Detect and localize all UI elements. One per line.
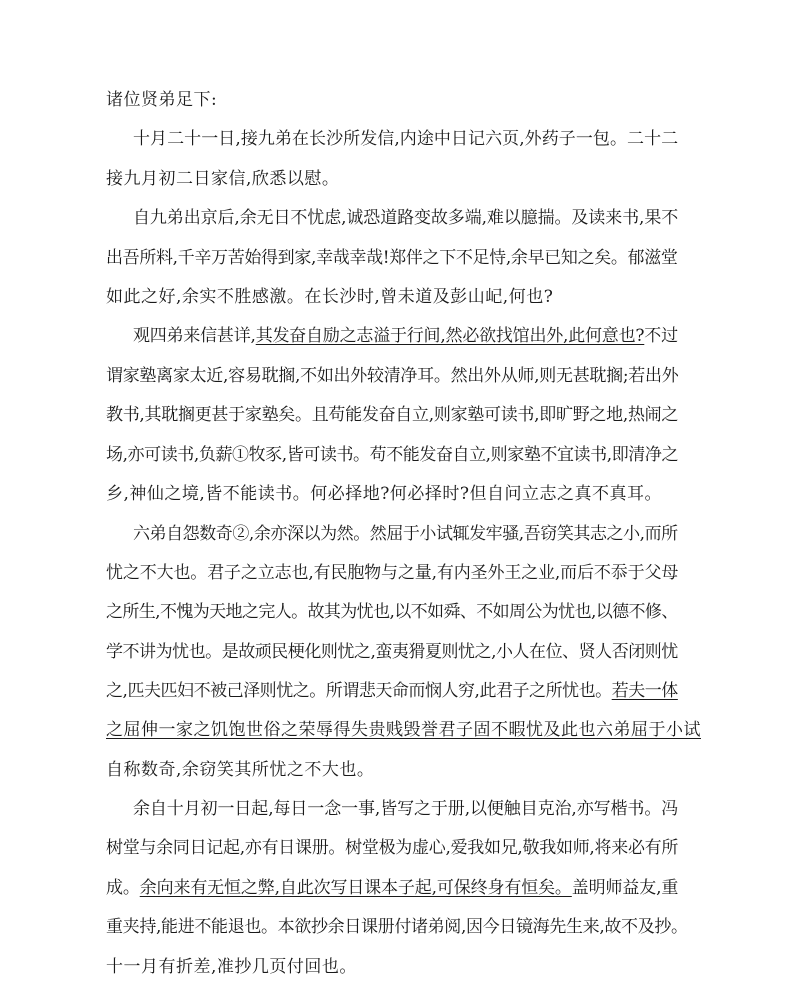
text-run: 学不讲为忧也。是故顽民梗化则忧之,蛮夷猾夏则忧之,小人在位、贤人否闭则忧: [106, 642, 678, 662]
text-line: [106, 878, 678, 898]
text-line: [106, 287, 553, 307]
text-line: [106, 445, 678, 465]
underlined-text: 余向来有无恒之弊,自此次写日课本子起,可保终身有恒矣。: [139, 878, 572, 898]
text-line: [106, 484, 662, 504]
text-line: [106, 681, 678, 701]
text-line: [133, 129, 678, 149]
text-run: 十一月有折差,准抄几页付回也。: [106, 957, 357, 977]
text-line: [106, 602, 678, 622]
text-line: [106, 563, 678, 583]
text-line: [106, 760, 374, 780]
text-run: 观四弟来信甚详,: [133, 326, 256, 346]
text-run: 之所生,不愧为天地之完人。故其为忧也,以不如舜、不如周公为忧也,以德不修、: [106, 602, 678, 622]
text-line: [133, 326, 678, 346]
salutation: 诸位贤弟足下:: [106, 90, 218, 110]
text-run: 不过: [644, 326, 678, 346]
text-run: 忧之不大也。君子之立志也,有民胞物与之量,有内圣外王之业,而后不忝于父母: [106, 563, 679, 583]
text-line: [133, 524, 678, 544]
text-line: [133, 208, 678, 228]
text-line: [106, 169, 339, 189]
text-run: 之,匹夫匹妇不被己泽则忧之。所谓悲天命而悯人穷,此君子之所忧也。: [106, 681, 612, 701]
text-line: [106, 248, 678, 268]
text-line: [106, 957, 357, 977]
text-line: [106, 917, 688, 937]
text-line: [106, 720, 701, 740]
text-run: 自九弟出京后,余无日不忧虑,诚恐道路变故多端,难以臆揣。及读来书,果不: [133, 208, 679, 228]
text-run: 重夹持,能进不能退也。本欲抄余日课册付诸弟阅,因今日镜海先生来,故不及抄。: [106, 917, 688, 937]
text-line: [106, 838, 678, 858]
text-run: 场,亦可读书,负薪①牧豕,皆可读书。苟不能发奋自立,则家塾不宜读书,即清净之: [106, 445, 679, 465]
underlined-text: 若夫一体: [611, 681, 678, 701]
text-run: 如此之好,余实不胜感激。在长沙时,曾未道及彭山屺,何也?: [106, 287, 554, 307]
text-line: [106, 405, 678, 425]
text-run: 谓家塾离家太近,容易耽搁,不如出外较清净耳。然出外从师,则无甚耽搁;若出外: [106, 366, 679, 386]
text-run: 六弟自怨数奇②,余亦深以为然。然屈于小试辄发牢骚,吾窃笑其志之小,而所: [133, 524, 678, 544]
text-run: 接九月初二日家信,欣悉以慰。: [106, 169, 340, 189]
text-line: [106, 642, 678, 662]
text-run: 出吾所料,千辛万苦始得到家,幸哉幸哉!郑伴之下不足恃,余早已知之矣。郁滋堂: [106, 248, 678, 268]
text-line: [133, 799, 678, 819]
text-run: 盖明师益友,重: [571, 878, 679, 898]
text-run: 余自十月初一日起,每日一念一事,皆写之于册,以便触目克治,亦写楷书。冯: [133, 799, 679, 819]
text-run: 教书,其耽搁更甚于家塾矣。且苟能发奋自立,则家塾可读书,即旷野之地,热闹之: [106, 405, 679, 425]
underlined-text: 之屈伸一家之饥饱世俗之荣辱得失贵贱毁誉君子固不暇忧及此也六弟屈于小试: [106, 720, 701, 740]
underlined-text: 其发奋自励之志溢于行间,然必欲找馆出外,此何意也?: [255, 326, 645, 346]
text-run: 十月二十一日,接九弟在长沙所发信,内途中日记六页,外药子一包。二十二: [133, 129, 679, 149]
text-run: 成。: [106, 878, 140, 898]
text-run: 乡,神仙之境,皆不能读书。何必择地?何必择时?但自问立志之真不真耳。: [106, 484, 663, 504]
text-run: 树堂与余同日记起,亦有日课册。树堂极为虚心,爱我如兄,敬我如师,将来必有所: [106, 838, 679, 858]
text-line: [106, 366, 678, 386]
text-run: 自称数奇,余窃笑其所忧之不大也。: [106, 760, 375, 780]
